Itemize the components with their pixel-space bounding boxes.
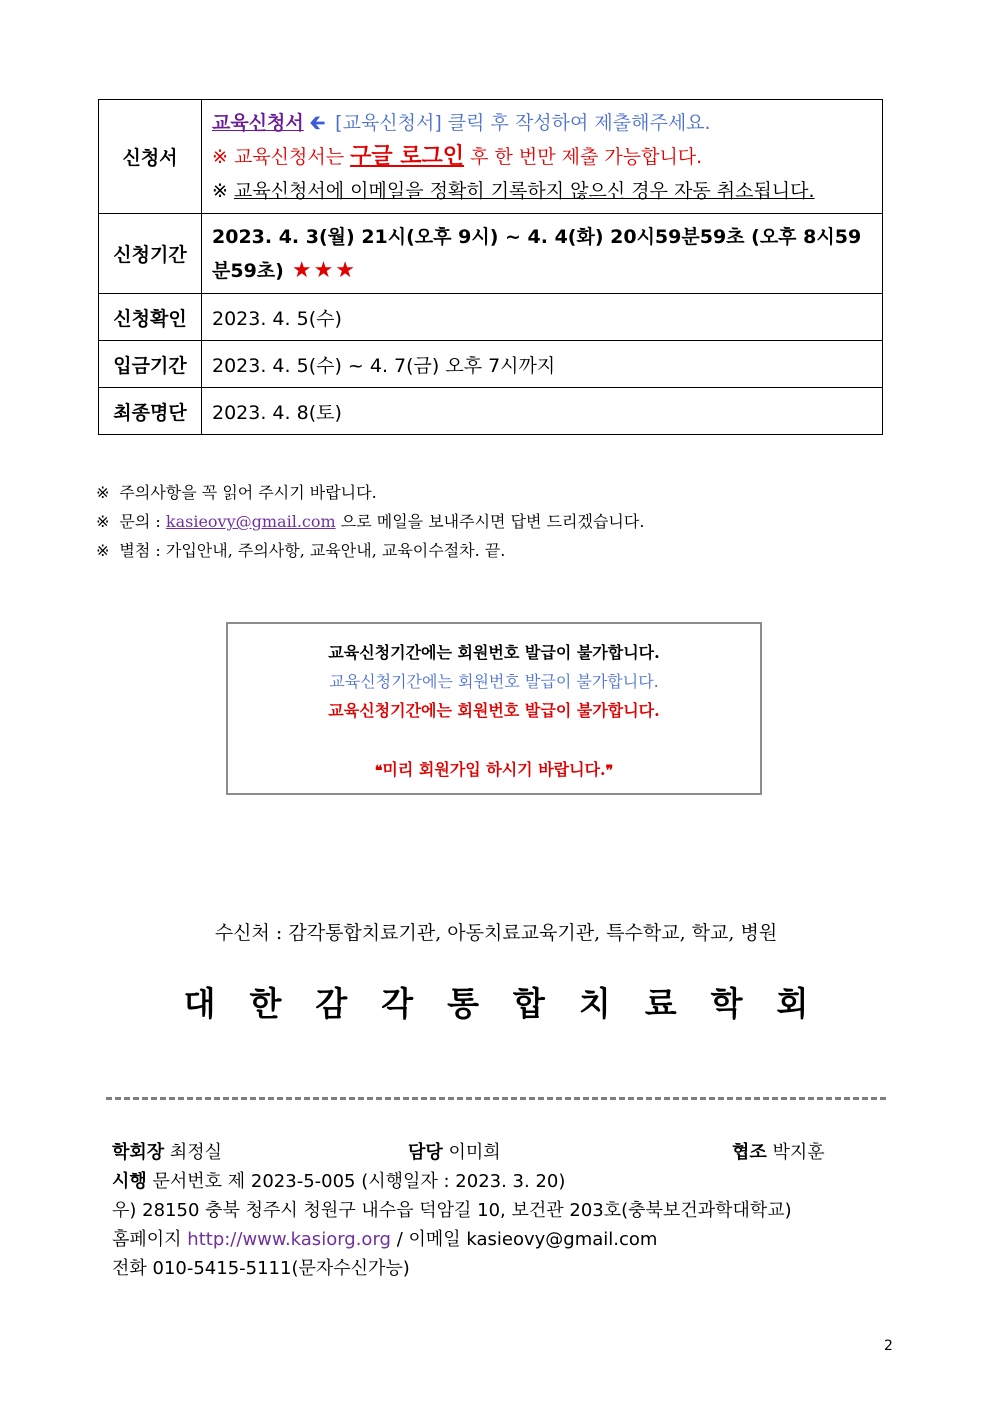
google-login-post: 후 한 번만 제출 가능합니다. xyxy=(470,145,703,168)
row-value-payment: 2023. 4. 5(수) ~ 4. 7(금) 오후 7시까지 xyxy=(202,341,883,388)
open-quote-icon: ❝ xyxy=(374,763,383,779)
footer xyxy=(112,1138,825,1283)
google-login-emphasis: 구글 로그인 xyxy=(350,143,465,169)
notice-signup-line xyxy=(228,757,760,780)
google-login-pre: 교육신청서는 xyxy=(233,145,345,168)
note-text: 문의 : xyxy=(119,512,161,531)
table-row xyxy=(99,294,883,341)
close-quote-icon: ❞ xyxy=(605,763,614,779)
row-label-application: 신청서 xyxy=(99,100,202,214)
notice-line: 교육신청기간에는 회원번호 발급이 불가합니다. xyxy=(329,672,659,691)
note-mark: ※ xyxy=(96,541,110,560)
table-row xyxy=(99,100,883,214)
issue-label: 시행 xyxy=(112,1171,147,1192)
star-icons: ★★★ xyxy=(291,257,358,283)
phone: 전화 010-5415-5111(문자수신가능) xyxy=(112,1258,410,1279)
signatories xyxy=(112,1138,825,1167)
row-label-confirm: 신청확인 xyxy=(99,294,202,341)
contact-email-link[interactable]: kasieovy@gmail.com xyxy=(165,512,336,531)
notice-box xyxy=(226,622,762,795)
email-warning-text: 교육신청서에 이메일을 정확히 기록하지 않으신 경우 자동 취소됩니다. xyxy=(233,179,815,202)
notice-line: 교육신청기간에는 회원번호 발급이 불가합니다. xyxy=(328,643,660,662)
notes-section xyxy=(96,478,644,565)
president-label: 학회장 xyxy=(112,1142,165,1163)
application-form-link[interactable]: 교육신청서 xyxy=(212,111,304,134)
footer-email[interactable]: kasieovy@gmail.com xyxy=(466,1229,658,1250)
signup-text: 미리 회원가입 하시기 바랍니다. xyxy=(382,760,606,779)
notice-line: 교육신청기간에는 회원번호 발급이 불가합니다. xyxy=(328,701,660,720)
period-line1: 2023. 4. 3(월) 21시(오후 9시) ~ 4. 4(화) 20시59분59초 (오후 8시59 xyxy=(212,225,862,248)
row-label-period: 신청기간 xyxy=(99,214,202,294)
table-row xyxy=(99,214,883,294)
cooperation-label: 협조 xyxy=(732,1142,767,1163)
arrow-left-icon: 🡰 xyxy=(309,111,326,134)
page-number: 2 xyxy=(884,1338,893,1354)
manager-label: 담당 xyxy=(408,1142,443,1163)
note-mark: ※ xyxy=(96,483,110,502)
divider xyxy=(106,1097,886,1100)
issue-text: 문서번호 제 2023-5-005 (시행일자 : 2023. 3. 20) xyxy=(152,1171,566,1192)
issue-info xyxy=(112,1167,792,1196)
organization-name: 대한감각통합치료학회 xyxy=(183,984,843,1023)
row-value-confirm: 2023. 4. 5(수) xyxy=(202,294,883,341)
note-item xyxy=(96,478,644,507)
email-label: / 이메일 xyxy=(396,1229,461,1250)
row-value-period xyxy=(202,214,883,294)
note-mark: ※ xyxy=(212,145,228,168)
table-row xyxy=(99,341,883,388)
instruction-text: [교육신청서] 클릭 후 작성하여 제출해주세요. xyxy=(335,111,711,134)
note-item xyxy=(96,536,644,565)
period-line2: 분59초) xyxy=(212,259,284,282)
contact-web xyxy=(112,1225,792,1254)
note-text: 주의사항을 꼭 읽어 주시기 바랍니다. xyxy=(119,483,377,502)
homepage-label: 홈페이지 xyxy=(112,1229,182,1250)
cooperation-name: 박지훈 xyxy=(772,1142,825,1163)
note-text: 으로 메일을 보내주시면 답변 드리겠습니다. xyxy=(340,512,645,531)
note-mark: ※ xyxy=(212,179,228,202)
note-item xyxy=(96,507,644,536)
address: 우) 28150 충북 청주시 청원구 내수읍 덕암길 10, 보건관 203호(충북보건과학대학교) xyxy=(112,1200,792,1221)
manager-name: 이미희 xyxy=(448,1142,501,1163)
recipients: 수신처 : 감각통합치료기관, 아동치료교육기관, 특수학교, 학교, 병원 xyxy=(214,922,778,944)
row-value-final-list: 2023. 4. 8(토) xyxy=(202,388,883,435)
row-label-final-list: 최종명단 xyxy=(99,388,202,435)
president-name: 최정실 xyxy=(169,1142,223,1163)
note-mark: ※ xyxy=(96,512,110,531)
row-label-payment: 입금기간 xyxy=(99,341,202,388)
table-row xyxy=(99,388,883,435)
row-value-application xyxy=(202,100,883,214)
application-info-table xyxy=(98,99,883,435)
note-text: 별첨 : 가입안내, 주의사항, 교육안내, 교육이수절차. 끝. xyxy=(119,541,506,560)
homepage-link[interactable]: http://www.kasiorg.org xyxy=(187,1229,391,1250)
